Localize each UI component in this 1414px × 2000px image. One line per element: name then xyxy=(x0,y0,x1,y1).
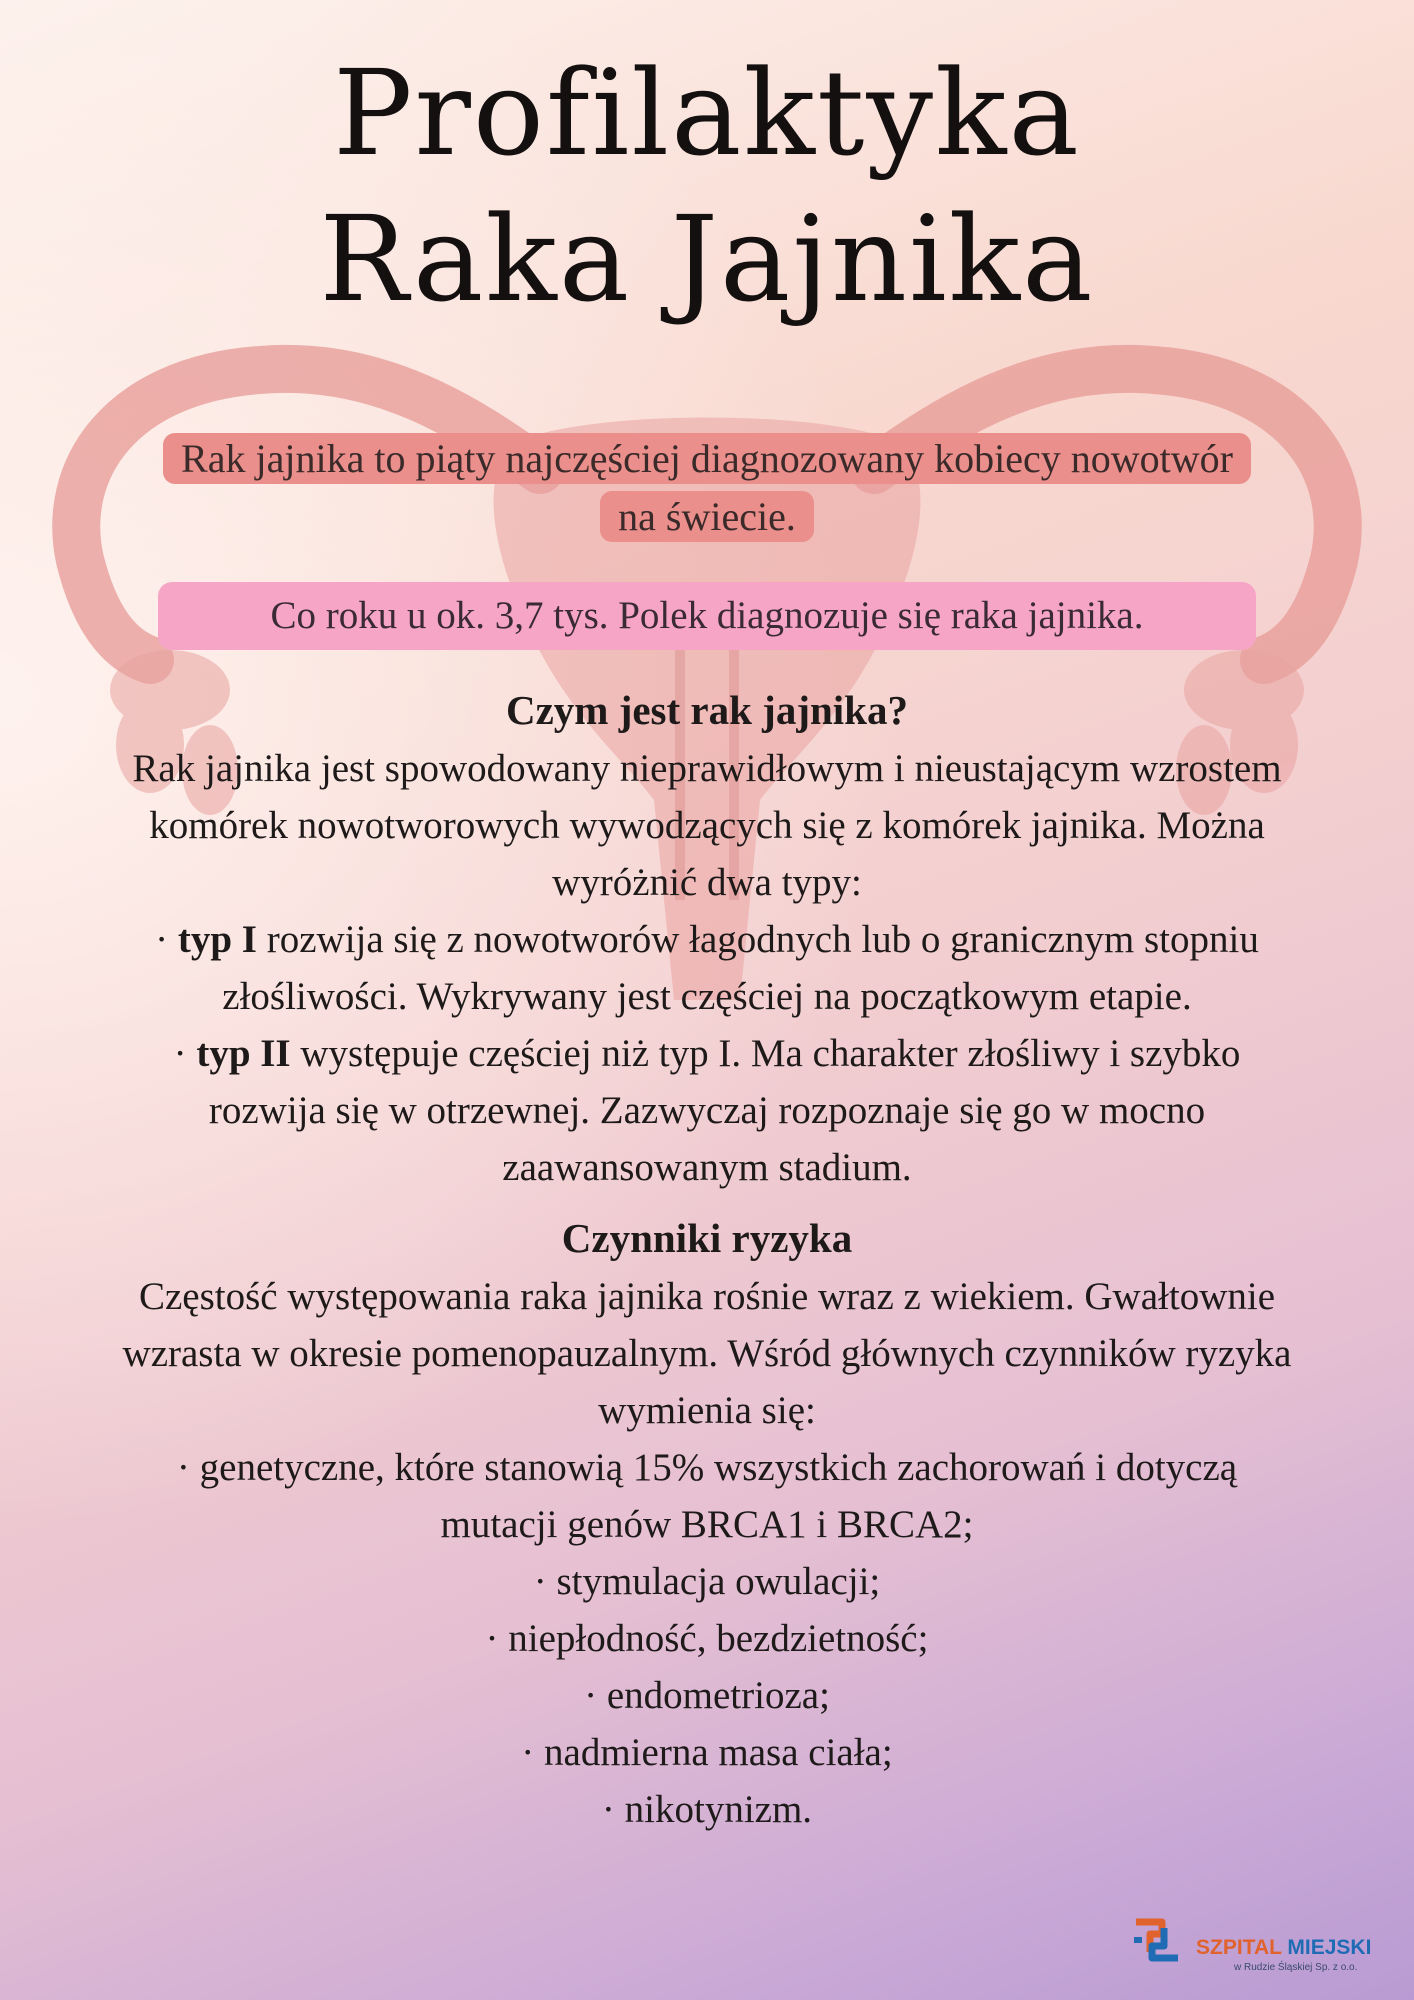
main-content xyxy=(120,680,1294,1838)
hospital-logo-name xyxy=(1196,1936,1371,1960)
section-heading-what: Czym jest rak jajnika? xyxy=(506,687,908,733)
hospital-logo-subtitle: w Rudzie Śląskiej Sp. z o.o. xyxy=(1234,1962,1358,1973)
risk-item-overweight: · nadmierna masa ciała; xyxy=(521,1731,893,1774)
section-heading-risk: Czynniki ryzyka xyxy=(561,1215,853,1261)
logo-word-miejski: MIEJSKI xyxy=(1287,1936,1372,1959)
type1-paragraph xyxy=(120,911,1294,1025)
fact-banner-2 xyxy=(158,582,1256,650)
risk-item-infertility: · niepłodność, bezdzietność; xyxy=(485,1617,929,1660)
logo-word-szpital: SZPITAL xyxy=(1196,1936,1282,1959)
risk-item-ovulation: · stymulacja owulacji; xyxy=(533,1560,881,1603)
risk-item-endometriosis: · endometrioza; xyxy=(584,1674,830,1717)
risk-item-genetic: · genetyczne, które stanowią 15% wszystkich zachorowań i dotyczą mutacji genów BRCA1 i BRCA2; xyxy=(176,1446,1238,1546)
type2-paragraph xyxy=(120,1025,1294,1196)
fact-banner-1-text: Rak jajnika to piąty najczęściej diagnozowany kobiecy nowotwór na świecie. xyxy=(163,433,1251,542)
type1-bullet: · xyxy=(155,918,178,961)
type2-label: typ II xyxy=(196,1032,291,1075)
type2-bullet: · xyxy=(173,1032,197,1075)
type1-text: rozwija się z nowotworów łagodnych lub o granicznym stopniu złośliwości. Wykrywany jest częściej na początkowym etapie. xyxy=(222,918,1259,1018)
fact-banner-1 xyxy=(160,430,1254,546)
hospital-logo-icon xyxy=(1128,1912,1188,1968)
title-line-1: Profilaktyka xyxy=(333,44,1081,182)
fact-banner-2-text: Co roku u ok. 3,7 tys. Polek diagnozuje się raka jajnika. xyxy=(270,594,1144,637)
title-line-2: Raka Jajnika xyxy=(319,190,1095,328)
section-risk-intro: Częstość występowania raka jajnika rośnie wraz z wiekiem. Gwałtownie wzrasta w okresie pomenopauzalnym. Wśród głównych czynników ryzyka wymienia się: xyxy=(122,1275,1292,1432)
type2-text: występuje częściej niż typ I. Ma charakter złośliwy i szybko rozwija się w otrzewnej. Zazwyczaj rozpoznaje się go w mocno zaawansowanym stadium. xyxy=(208,1032,1241,1189)
type1-label: typ I xyxy=(177,918,257,961)
risk-item-nicotine: · nikotynizm. xyxy=(601,1788,813,1831)
hospital-logo xyxy=(1128,1910,1388,1973)
page-title xyxy=(0,40,1414,332)
section-what-intro: Rak jajnika jest spowodowany nieprawidłowym i nieustającym wzrostem komórek nowotworowych wywodzących się z komórek jajnika. Można wyróżnić dwa typy: xyxy=(132,747,1282,904)
section-gap xyxy=(120,1196,1294,1208)
